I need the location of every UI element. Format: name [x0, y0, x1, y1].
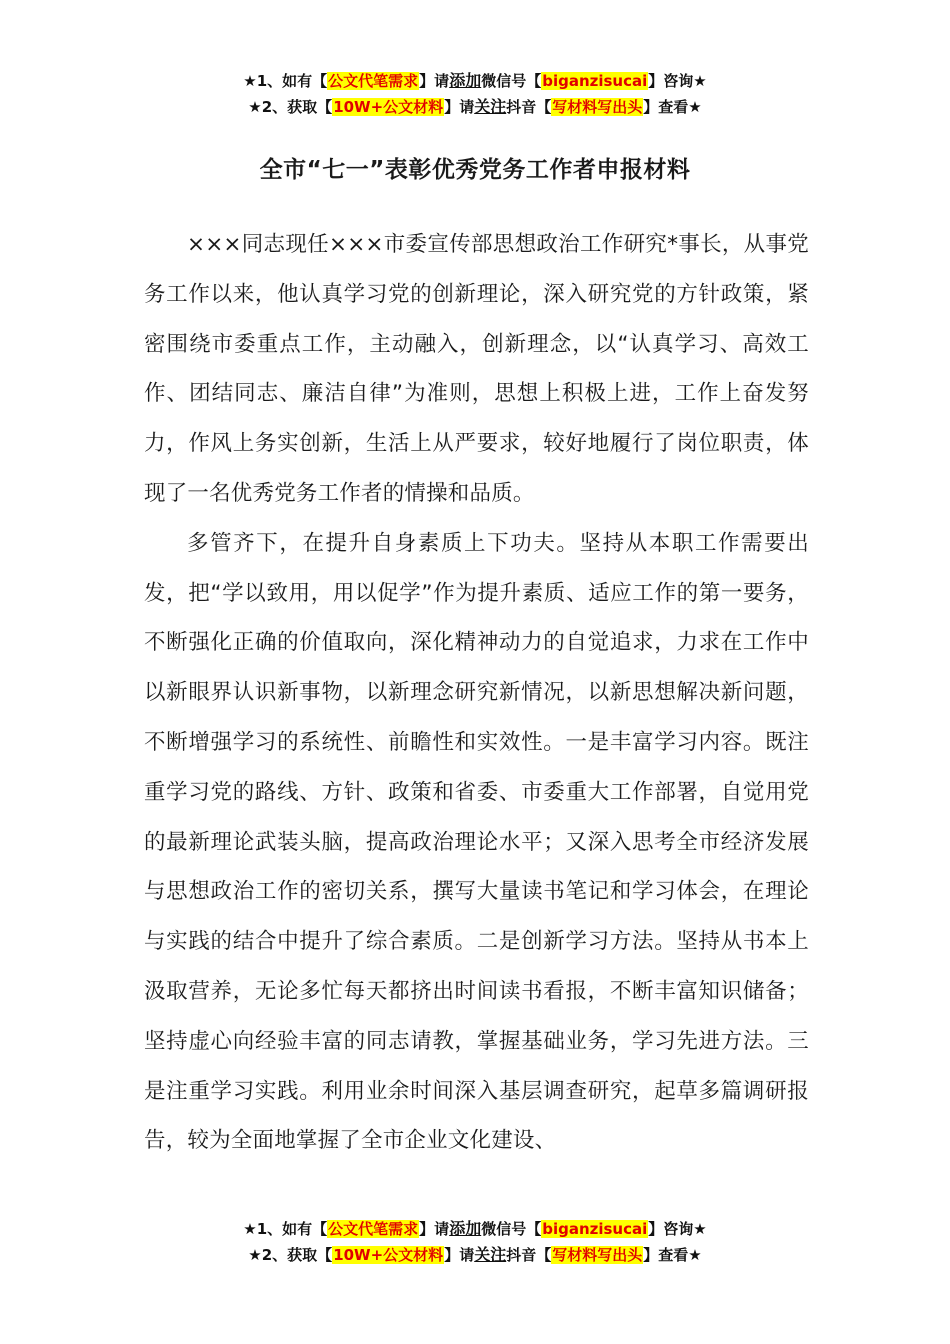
banner-text: 】咨询★ [648, 72, 707, 90]
banner-highlight-wechat-id: biganzisucai [542, 72, 648, 90]
banner-text: 】咨询★ [648, 1220, 707, 1238]
banner-line-2 [0, 94, 950, 120]
banner-emphasis: 关注 [474, 97, 507, 116]
banner-highlight-wechat-id: biganzisucai [542, 1220, 648, 1238]
banner-highlight: 10W+公文材料 [333, 98, 444, 116]
banner-line-1 [0, 68, 950, 94]
banner-emphasis: 添加 [449, 71, 482, 90]
banner-text: 抖音【 [506, 1246, 552, 1264]
paragraph-self-improvement: 多管齐下，在提升自身素质上下功夫。坚持从本职工作需要出发，把“学以致用，用以促学”作为提升素质、适应工作的第一要务，不断强化正确的价值取向，深化精神动力的自觉追求，力求在工作中以新眼界认识新事物，以新理念研究新情况，以新思想解决新问题，不断增强学习的系统性、前瞻性和实效性。一是丰富学习内容。既注重学习党的路线、方针、政策和省委、市委重大工作部署，自觉用党的最新理论武装头脑，提高政治理论水平；又深入思考全市经济发展与思想政治工作的密切关系，撰写大量读书笔记和学习体会，在理论与实践的结合中提升了综合素质。二是创新学习方法。坚持从书本上汲取营养，无论多忙每天都挤出时间读书看报，不断丰富知识储备；坚持虚心向经验丰富的同志请教，掌握基础业务，学习先进方法。三是注重学习实践。利用业余时间深入基层调查研究，起草多篇调研报告，较为全面地掌握了全市企业文化建设、 [144, 530, 809, 1154]
banner-emphasis: 添加 [449, 1219, 482, 1238]
banner-text: 】查看★ [643, 98, 702, 116]
banner-text: ★2、获取【 [248, 1246, 333, 1264]
banner-text: 】请 [444, 98, 475, 116]
banner-text: 】请 [419, 1220, 450, 1238]
banner-text: 】查看★ [643, 1246, 702, 1264]
document-title: 全市“七一”表彰优秀党务工作者申报材料 [259, 157, 691, 183]
banner-emphasis: 关注 [474, 1245, 507, 1264]
banner-highlight: 公文代笔需求 [328, 72, 419, 90]
banner-line-1 [0, 1216, 950, 1242]
banner-text: 抖音【 [506, 98, 552, 116]
banner-highlight: 公文代笔需求 [328, 1220, 419, 1238]
banner-highlight-douyin: 写材料写出头 [552, 98, 643, 116]
header-banner [0, 68, 950, 120]
banner-text: 微信号【 [481, 1220, 542, 1238]
banner-text: ★1、如有【 [243, 1220, 328, 1238]
banner-highlight-douyin: 写材料写出头 [552, 1246, 643, 1264]
banner-text: ★1、如有【 [243, 72, 328, 90]
document-body [144, 220, 809, 1166]
footer-banner [0, 1216, 950, 1268]
banner-text: ★2、获取【 [248, 98, 333, 116]
banner-highlight: 10W+公文材料 [333, 1246, 444, 1264]
banner-text: 】请 [444, 1246, 475, 1264]
paragraph-intro: ×××同志现任×××市委宣传部思想政治工作研究*事长，从事党务工作以来，他认真学习党的创新理论，深入研究党的方针政策，紧密围绕市委重点工作，主动融入，创新理念，以“认真学习、高效工作、团结同志、廉洁自律”为准则，思想上积极上进，工作上奋发努力，作风上务实创新，生活上从严要求，较好地履行了岗位职责，体现了一名优秀党务工作者的情操和品质。 [144, 232, 809, 506]
banner-line-2 [0, 1242, 950, 1268]
banner-text: 微信号【 [481, 72, 542, 90]
banner-text: 】请 [419, 72, 450, 90]
